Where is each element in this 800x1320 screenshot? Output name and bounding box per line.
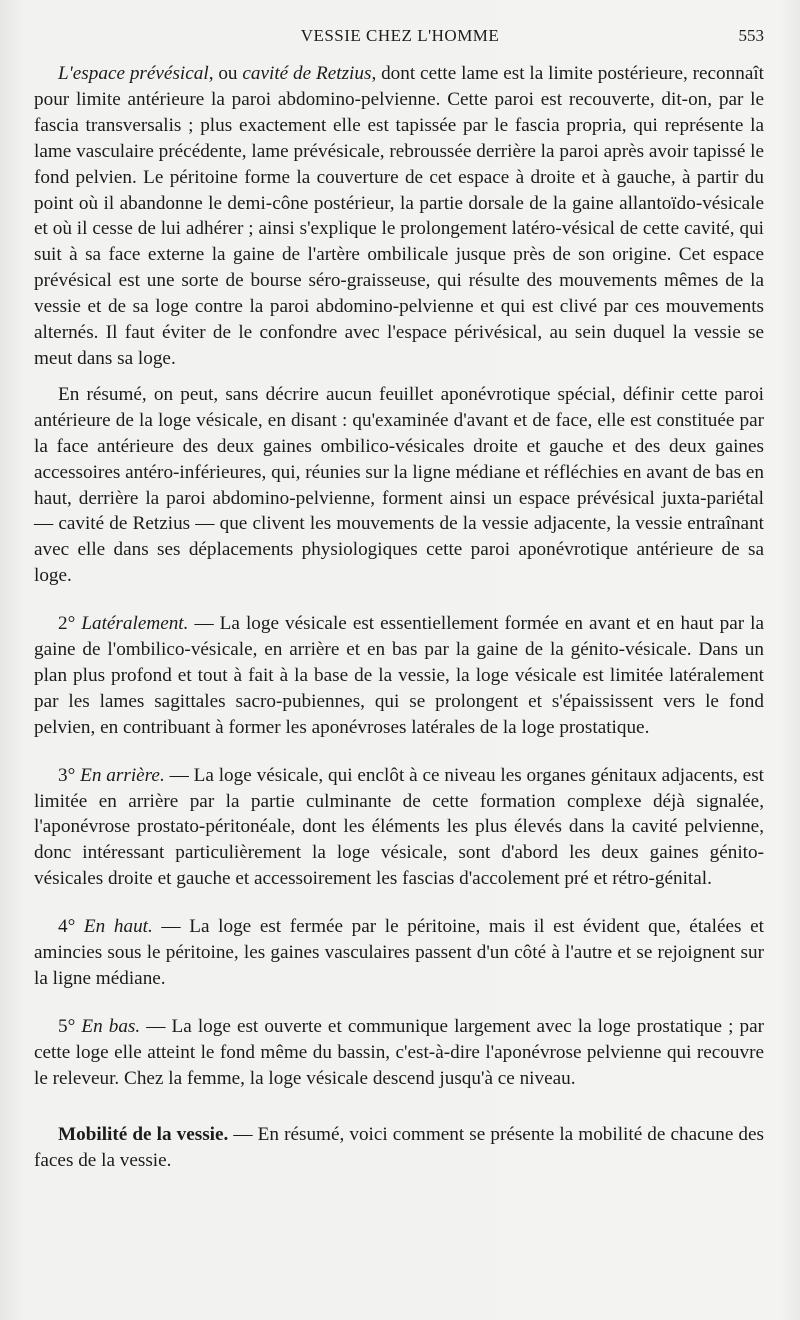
paragraph-text: , ou — [208, 63, 243, 84]
page-number: 553 — [738, 26, 764, 45]
paragraph-en-arriere — [34, 763, 764, 893]
running-title: VESSIE CHEZ L'HOMME — [300, 26, 500, 45]
paragraph-en-haut — [34, 914, 764, 992]
paragraph-text: — La loge est fermée par le péritoine, mais il est évident que, étalées et amincies sous le péritoine, les gaines vasculaires passent d'un côté à l'autre et se rejoignent sur la ligne médiane. — [34, 916, 764, 989]
section-heading: Latéralement. — [81, 613, 189, 635]
section-heading: En arrière. — [80, 764, 165, 786]
paragraph-text: , dont cette lame est la limite postérieure, reconnaît pour limite antérieure la paroi abdomino-pelvienne. Cette paroi est recouverte, dit-on, par le fascia transversalis ; plus exactement elle est tapissée par le fascia propria, qui représente la lame vasculaire précédente, lame prévésicale, rebroussée derrière la paroi après avoir tapissé le fond pelvien. Le péritoine forme la couverture de cet espace à droite et à gauche, à partir du point où il abandonne le demi-cône postérieur, la partie dorsale de la gaine allantoïdo-vésicale et où il cesse de lui adhérer ; ainsi s'explique le prolongement latéro-vésical de cette cavité, qui suit à sa face externe la gaine de l'artère ombilicale jusque près de son origine. Cet espace prévésical est une sorte de bourse séro-graisseuse, qui résulte des mouvements mêmes de la vessie et de sa loge contre la paroi abdomino-pelvienne et qui est clivé par ces mouvements alternés. Il faut éviter de le confondre avec l'espace périvésical, au sein duquel la vessie se meut dans sa loge. — [34, 63, 765, 369]
paragraph-text: En résumé, on peut, sans décrire aucun feuillet aponévrotique spécial, définir cette paroi antérieure de la loge vésicale, en disant : qu'examinée d'avant et de face, elle est constituée par la face antérieure des deux gaines ombilico-vésicales droite et gauche et des deux gaines accessoires antéro-inférieures, qui, réunies sur la ligne médiane et réfléchies en avant de bas en haut, derrière la paroi abdomino-pelvienne, forment ainsi un espace prévésical juxta-pariétal — cavité de Retzius — que clivent les mouvements de la vessie adjacente, la vessie entraînant avec elle dans ses déplacements physiologiques cette paroi aponévrotique antérieure de sa loge. — [34, 383, 764, 587]
paragraph-text: — La loge vésicale, qui enclôt à ce niveau les organes génitaux adjacents, est limitée en arrière par la partie culminante de cette formation complexe déjà signalée, l'aponévrose prostato-péritonéale, dont les éléments les plus élevés dans la cavité pelvienne, donc intéressant particulièrement la loge vésicale, sont d'abord les deux gaines génito-vésicales droite et gauche et accessoirement les fascias d'accolement pré et rétro-génital. — [34, 764, 764, 890]
term-espace-prevesical: L'espace prévésical — [58, 63, 209, 84]
paragraph-retzius — [34, 61, 764, 372]
section-number: 4° — [58, 916, 76, 938]
section-heading: En haut. — [83, 916, 153, 938]
section-heading: En bas. — [81, 1015, 141, 1037]
section-number: 3° — [58, 764, 76, 786]
paragraph-text: — La loge vésicale est essentiellement formée en avant et en haut par la gaine de l'ombilico-vésicale, en arrière et en bas par la gaine de la génito-vésicale. Dans un plan plus profond et tout à fait à la base de la vessie, la loge vésicale est limitée latéralement par les lames sagittales sacro-pubiennes, qui se prolongent et s'épaississent vers le fond pelvien, en contribuant à former les aponévroses latérales de la loge prostatique. — [34, 613, 764, 738]
section-number: 2° — [58, 613, 76, 635]
paragraph-lateralement — [34, 611, 764, 741]
page-header — [0, 26, 800, 50]
paragraph-text: — En résumé, voici comment se présente la mobilité de chacune des faces de la vessie. — [34, 1123, 765, 1171]
paragraph-mobilite — [34, 1122, 764, 1174]
term-cavite-retzius: cavité de Retzius — [242, 63, 372, 84]
bold-heading: Mobilité de la vessie. — [58, 1123, 229, 1145]
paragraph-text: — La loge est ouverte et communique largement avec la loge prostatique ; par cette loge elle atteint le fond même du bassin, c'est-à-dire l'aponévrose pelvienne qui recouvre le releveur. Chez la femme, la loge vésicale descend jusqu'à ce niveau. — [34, 1015, 765, 1089]
paragraph-resume — [34, 382, 764, 589]
body-text — [34, 61, 764, 1173]
section-number: 5° — [58, 1015, 76, 1037]
paragraph-en-bas — [34, 1014, 764, 1092]
